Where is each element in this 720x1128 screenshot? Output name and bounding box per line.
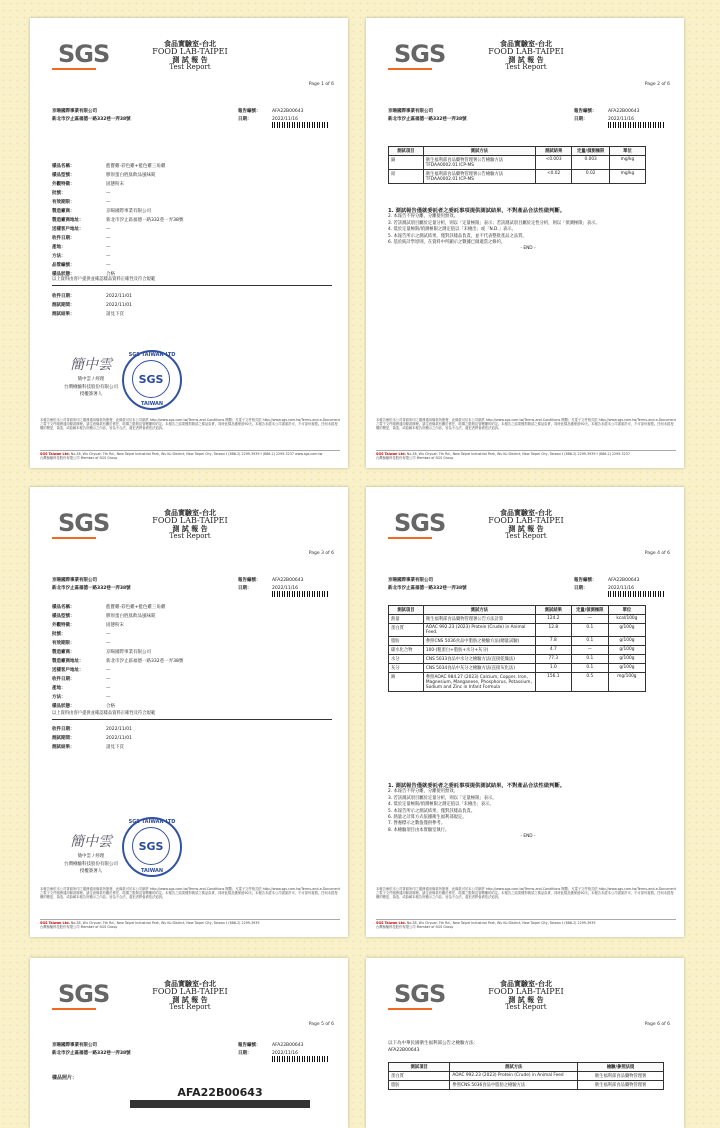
table-cell: AOAC 992.23 (2023) Protein (Crude) in Animal Feed [450, 1072, 578, 1081]
table-cell: 77.3 [535, 655, 571, 664]
report-meta: 報告編號： AFA22B00643 日期： 2022/11/16 [574, 578, 640, 591]
table-row [389, 615, 646, 624]
handwritten-signature: 簡中雲 [70, 834, 112, 850]
field-row [52, 603, 332, 612]
page-number: Page 4 of 6 [644, 551, 670, 556]
sample-info-fields [52, 603, 332, 711]
field-label: 方法： [52, 695, 66, 700]
note-item: 8. 本檢驗項目由本實驗室執行。 [388, 827, 450, 833]
field-value: 新北市汐止區福德一路332巷一弄38號 [106, 659, 184, 664]
table-cell: 熱量 [389, 615, 424, 624]
table-cell: 鉛 [389, 170, 424, 184]
note-item: 6. 熱量之計算方式依據衛生福利部規定。 [388, 815, 467, 821]
field-value: 藍寶雞-彩色雞+藍色雞三角雞 [106, 164, 166, 169]
table-cell: 鎘 [389, 156, 424, 170]
table-cell: 參照AOAC 984.27 (2023) Calcium, Copper, Iron, Magnesium, Manganese, Phosphorus, Potassium, Sodium and Zinc in Infant Formula [423, 673, 535, 692]
table-cell: mg/kg [609, 170, 645, 184]
sample-photo-label: 樣品照片： [52, 1075, 78, 1081]
field-row [52, 612, 332, 621]
handwritten-signature: 簡中雲 [70, 357, 112, 373]
field-label: 製造廠商： [52, 209, 75, 214]
table-cell: 0.1 [571, 664, 608, 673]
field-row [52, 261, 332, 270]
report-page-5 [30, 958, 348, 1128]
field-label: 測試期間： [52, 303, 75, 308]
table-cell: CNS 5034食品中灰分之檢驗方法(直接灰化法) [423, 664, 535, 673]
table-row [389, 156, 646, 170]
field-row [52, 252, 332, 261]
report-page-2 [366, 18, 684, 468]
field-row [52, 243, 332, 252]
field-label: 批號： [52, 632, 66, 637]
report-notes [388, 783, 668, 841]
column-header: 定量/偵測極限 [571, 606, 608, 615]
field-value: 膠原蛋白胜肽飲品風味錠 [106, 173, 156, 178]
report-page-1 [30, 18, 348, 468]
sgs-logo: SGS [388, 982, 444, 1012]
field-value: 請見下頁 [106, 745, 124, 750]
page-footer: SGS Taiwan Ltd. No.38, Wu Chyuan 7th Rd., New Taipei Industrial Park, Wu Ku District, New Taipei City, Taiwan t (886-2) 2299-3939 f (886-2) 2299-3237 台灣檢驗科技股份有限公司 Member of SGS Group [376, 450, 676, 460]
table-cell: 100-(粗蛋白+脂肪+水分+灰分) [423, 646, 535, 655]
field-row [52, 292, 252, 301]
field-value: — [106, 227, 111, 232]
report-meta: 報告編號： AFA22B00643 日期： 2022/11/16 [238, 109, 304, 122]
column-header: 定量/偵測極限 [572, 147, 610, 156]
table-row [389, 1072, 664, 1081]
table-cell: 衛生福利部食品藥物管理署公告方法計算 [423, 615, 535, 624]
table-row [389, 655, 646, 664]
table-cell: mg/kg [609, 156, 645, 170]
column-header: 測試項目 [389, 606, 424, 615]
field-row [52, 675, 332, 684]
field-row [52, 225, 332, 234]
table-header-row [389, 1063, 664, 1072]
field-value: 合格 [106, 704, 115, 709]
field-row [52, 657, 332, 666]
field-label: 樣品型號： [52, 173, 75, 178]
client-note: 以上資料由客戶提供並確認樣品資料正確性及符合規範 [52, 277, 156, 282]
field-row [52, 198, 332, 207]
field-label: 產地： [52, 686, 66, 691]
column-header: 單位 [609, 147, 645, 156]
report-header: 食品實驗室-台北 FOOD LAB-TAIPEI 測 試 報 告 Test Report [488, 508, 564, 541]
report-page-6 [366, 958, 684, 1128]
field-value: 請見下頁 [106, 312, 124, 317]
page-footer: SGS Taiwan Ltd. No.38, Wu Chyuan 7th Rd., New Taipei Industrial Park, Wu Ku District, New Taipei City, Taiwan t (886-2) 2299-3939 台灣檢驗科技股份有限公司 Member of SGS Group [40, 919, 340, 929]
field-value: 京暘國際事業有限公司 [106, 650, 151, 655]
note-item: 4. 低於定量極限/偵測極限之測定值以「未檢出」表示。 [388, 802, 494, 808]
page-footer: SGS Taiwan Ltd. No.38, Wu Chyuan 7th Rd., New Taipei Industrial Park, Wu Ku District, New Taipei City, Taiwan t (886-2) 2299-3939 f (886-2) 2299-3237 www.sgs.com.tw 台灣檢驗科技股份有限公司 Member of SGS Group [40, 450, 340, 460]
terms-fine-print: 本報告係依本公司背面所印之服務通用條款所簽發，此條款可於本公司網頁 http://www.sgs.com.tw/Terms-and-Conditions 閱覽；凡電子文件格式依 http://www.sgs.com.tw/Terms-and-e-Document 之電子文件服務通用條款辦理。請注意條款有關於責任、賠償之限制及管轄權的約定。本報告之結果僅對測試之樣品負責，同時此樣品僅保留90天。本報告未經本公司書面許可，不可部份複製。任何未經授權的變更、偽造、或曲解本報告所顯示之內容，皆為不合法，違犯者將會被依法追訴。 [376, 418, 676, 431]
client-block: 京暘國際事業有限公司 新北市汐止區福德一路332巷一弄38號 [388, 109, 467, 122]
table-cell: g/100g [608, 637, 645, 646]
terms-fine-print: 本報告係依本公司背面所印之服務通用條款所簽發，此條款可於本公司網頁 http://www.sgs.com.tw/Terms-and-Conditions 閱覽；凡電子文件格式依 http://www.sgs.com.tw/Terms-and-e-Document 之電子文件服務通用條款辦理。請注意條款有關於責任、賠償之限制及管轄權的約定。本報告之結果僅對測試之樣品負責，同時此樣品僅保留90天。本報告未經本公司書面許可，不可部份複製。任何未經授權的變更、偽造、或曲解本報告所顯示之內容，皆為不合法，違犯者將會被依法追訴。 [40, 887, 340, 900]
table-cell: 衛生福利部食品藥物管理署 [578, 1081, 664, 1090]
report-header: 食品實驗室-台北 FOOD LAB-TAIPEI 測 試 報 告 Test Report [488, 979, 564, 1012]
table-cell: g/100g [608, 624, 645, 637]
notes-title: 1. 測試報告僅就委託者之委託事項提供測試結果，不對產品合法性做判斷。 [388, 208, 566, 214]
field-value: 藍寶雞-彩色雞+藍色雞三角雞 [106, 605, 166, 610]
signature-block: 簡中雲 簡中雲 / 經理 台灣檢驗科技股份有限公司 授權簽署人 [64, 354, 118, 398]
field-value: 京暘國際事業有限公司 [106, 209, 151, 214]
field-label: 品管編號： [52, 263, 75, 268]
table-cell: 1.0 [535, 664, 571, 673]
table-cell: mg/100g [608, 673, 645, 692]
results-table [388, 146, 646, 184]
table-cell: g/100g [608, 646, 645, 655]
sample-id: AFA22B00643 [177, 1086, 263, 1099]
table-cell: 4.7 [535, 646, 571, 655]
field-label: 有效期限： [52, 200, 75, 205]
field-value: — [106, 236, 111, 241]
note-item: 5. 本報告所示之測試結果，僅對該樣品負責，並不代表整批產品之品質。 [388, 233, 527, 239]
field-label: 樣品名稱： [52, 605, 75, 610]
field-value: — [106, 254, 111, 259]
table-cell: 156.1 [535, 673, 571, 692]
table-cell: 0.1 [571, 655, 608, 664]
table-cell: 水分 [389, 655, 424, 664]
column-header: 測試項目 [389, 1063, 450, 1072]
field-value: — [106, 668, 111, 673]
field-row [52, 684, 332, 693]
sgs-logo: SGS [52, 42, 108, 72]
field-label: 樣品名稱： [52, 164, 75, 169]
table-cell: 衛生福利部食品藥物管理署 [578, 1072, 664, 1081]
client-block: 京暘國際事業有限公司 新北市汐止區福德一路332巷一弄38號 [52, 109, 131, 122]
column-header: 測試方法 [423, 147, 535, 156]
field-label: 有效期限： [52, 641, 75, 646]
barcode [272, 122, 328, 128]
field-value: 合格 [106, 272, 115, 277]
table-row [389, 624, 646, 637]
field-value: 2022/11/01 [106, 727, 132, 732]
field-value: 固態粉末 [106, 623, 124, 628]
table-cell: <0.02 [535, 170, 571, 184]
terms-fine-print: 本報告係依本公司背面所印之服務通用條款所簽發，此條款可於本公司網頁 http://www.sgs.com.tw/Terms-and-Conditions 閱覽；凡電子文件格式依 http://www.sgs.com.tw/Terms-and-e-Document 之電子文件服務通用條款辦理。請注意條款有關於責任、賠償之限制及管轄權的約定。本報告之結果僅對測試之樣品負責，同時此樣品僅保留90天。本報告未經本公司書面許可，不可部份複製。任何未經授權的變更、偽造、或曲解本報告所顯示之內容，皆為不合法，違犯者將會被依法追訴。 [40, 418, 340, 431]
table-row [389, 646, 646, 655]
table-cell: 灰分 [389, 664, 424, 673]
sgs-taiwan-seal: SGS TAIWAN LTD SGS TAIWAN [122, 817, 182, 877]
page-number: Page 2 of 6 [644, 82, 670, 87]
test-dates [52, 292, 252, 319]
table-cell: 脂肪 [389, 637, 424, 646]
end-mark: - END - [520, 834, 536, 840]
sgs-logo: SGS [388, 42, 444, 72]
methods-table [388, 1062, 664, 1090]
field-value: — [106, 632, 111, 637]
report-meta: 報告編號： AFA22B00643 日期： 2022/11/16 [238, 1043, 304, 1056]
report-title-en: Test Report [169, 63, 211, 72]
notes-title: 1. 測試報告僅就委託者之委託事項提供測試結果，不對產品合法性做判斷。 [388, 783, 566, 789]
report-notes [388, 208, 668, 253]
field-row [52, 301, 252, 310]
page-number: Page 1 of 6 [308, 82, 334, 87]
sgs-taiwan-seal: SGS TAIWAN LTD SGS TAIWAN [122, 350, 182, 410]
client-note: 以上資料由客戶提供並確認樣品資料正確性及符合規範 [52, 711, 156, 716]
field-row [52, 162, 332, 171]
field-label: 測試期間： [52, 736, 75, 741]
field-label: 外觀特徵： [52, 623, 75, 628]
signature-block: 簡中雲 簡中雲 / 經理 台灣檢驗科技股份有限公司 授權簽署人 [64, 831, 118, 875]
report-meta: 報告編號： AFA22B00643 日期： 2022/11/16 [574, 109, 640, 122]
field-row [52, 207, 332, 216]
note-item: 2. 本報告不得分離，分離使用無效。 [388, 789, 458, 795]
column-header: 測試方法 [423, 606, 535, 615]
end-mark: - END - [520, 246, 536, 252]
field-row [52, 171, 332, 180]
table-row [389, 1081, 664, 1090]
table-cell: 0.1 [571, 624, 608, 637]
field-value: — [106, 677, 111, 682]
field-value: — [106, 245, 111, 250]
client-block: 京暘國際事業有限公司 新北市汐止區福德一路332巷一弄38號 [388, 578, 467, 591]
field-label: 收件日期： [52, 236, 75, 241]
field-row [52, 734, 252, 743]
table-cell: 碳水化合物 [389, 646, 424, 655]
report-header: 食品實驗室-台北 FOOD LAB-TAIPEI 測 試 報 告 Test Report [488, 39, 564, 72]
field-label: 測試結果： [52, 312, 75, 317]
sgs-logo: SGS [52, 511, 108, 541]
field-row [52, 666, 332, 675]
table-cell: 0.02 [572, 170, 610, 184]
report-header [130, 40, 250, 72]
field-value: — [106, 200, 111, 205]
field-row [52, 310, 252, 319]
table-row [389, 673, 646, 692]
field-value: 新北市汐止區福德一路332巷一弄38號 [106, 218, 184, 223]
report-date: 2022/11/16 [272, 116, 298, 122]
table-cell: 7.8 [535, 637, 571, 646]
field-value: — [106, 263, 111, 268]
table-cell: 衛生福利部食品藥物管理署公告檢驗方法 TFDAA0002.01 ICP-MS [423, 170, 535, 184]
report-header: 食品實驗室-台北 FOOD LAB-TAIPEI 測 試 報 告 Test Report [152, 508, 228, 541]
table-cell: — [571, 646, 608, 655]
note-item: 5. 本報告所示之測試結果，僅對該樣品負責。 [388, 808, 476, 814]
field-row [52, 743, 252, 752]
report-header: 食品實驗室-台北 FOOD LAB-TAIPEI 測 試 報 告 Test Report [152, 979, 228, 1012]
table-cell: 124.2 [535, 615, 571, 624]
field-row [52, 725, 252, 734]
barcode [608, 122, 664, 128]
column-header: 測試結果 [535, 606, 571, 615]
field-row [52, 216, 332, 225]
field-label: 樣品狀態： [52, 704, 75, 709]
table-cell: 蛋白質 [389, 624, 424, 637]
table-row [389, 170, 646, 184]
page-number: Page 6 of 6 [644, 1022, 670, 1027]
barcode [608, 591, 664, 597]
field-value: — [106, 191, 111, 196]
field-value: — [106, 695, 111, 700]
field-value: 2022/11/01 [106, 303, 132, 308]
column-header: 測試結果 [535, 147, 571, 156]
column-header: 測試項目 [389, 147, 424, 156]
table-cell: 脂肪 [389, 1081, 450, 1090]
field-row [52, 189, 332, 198]
lab-name-cn: 食品實驗室-台北 [164, 39, 216, 48]
table-cell: 0.5 [571, 673, 608, 692]
field-row [52, 630, 332, 639]
field-label: 批號： [52, 191, 66, 196]
field-value: 2022/11/01 [106, 736, 132, 741]
table-cell: 0.1 [571, 637, 608, 646]
barcode [272, 591, 328, 597]
table-cell: 參照CNS 5036食品中脂肪之檢驗方法 [450, 1081, 578, 1090]
note-item: 2. 本報告不得分離，分離使用無效。 [388, 214, 458, 220]
field-row [52, 621, 332, 630]
table-header-row [389, 147, 646, 156]
field-label: 測試結果： [52, 745, 75, 750]
column-header: 檢驗/參照法規 [578, 1063, 664, 1072]
field-value: — [106, 686, 111, 691]
field-row [52, 639, 332, 648]
field-value: 固態粉末 [106, 182, 124, 187]
column-header: 單位 [608, 606, 645, 615]
field-label: 收件日期： [52, 727, 75, 732]
report-page-3 [30, 487, 348, 937]
field-label: 外觀特徵： [52, 182, 75, 187]
field-label: 送樣客戶地址： [52, 668, 84, 673]
nutrition-results-table [388, 605, 646, 692]
methods-title: 以下為中華民國衛生福利部公告之檢驗方法： AFA22B00643 [388, 1041, 478, 1053]
sample-info-fields [52, 162, 332, 279]
divider [52, 719, 332, 720]
field-label: 收件日期： [52, 677, 75, 682]
table-cell: g/100g [608, 664, 645, 673]
table-cell: — [571, 615, 608, 624]
field-row [52, 693, 332, 702]
table-cell: AOAC 992.23 (2023) Protein (Crude) in Animal Feed. [423, 624, 535, 637]
field-label: 送樣客戶地址： [52, 227, 84, 232]
client-block: 京暘國際事業有限公司 新北市汐止區福德一路332巷一弄38號 [52, 1043, 131, 1056]
client-block: 京暘國際事業有限公司 新北市汐止區福德一路332巷一弄38號 [52, 578, 131, 591]
note-item: 3. 若該測試項目屬於定量分析，則以「定量極限」表示；若該測試項目屬於定性分析，則以「偵測極限」表示。 [388, 220, 600, 226]
field-label: 收件日期： [52, 294, 75, 299]
field-value: 膠原蛋白胜肽飲品風味錠 [106, 614, 156, 619]
table-cell: 鈉 [389, 673, 424, 692]
table-cell: 0.003 [572, 156, 610, 170]
table-cell: g/100g [608, 655, 645, 664]
field-row [52, 234, 332, 243]
sgs-logo: SGS [52, 982, 108, 1012]
lab-name-en: FOOD LAB-TAIPEI [152, 46, 228, 56]
note-item: 7. 營養標示之數值僅供參考。 [388, 821, 446, 827]
note-item: 3. 若該測試項目屬於定量分析，則以「定量極限」表示。 [388, 795, 497, 801]
divider [52, 285, 332, 286]
field-label: 方法： [52, 254, 66, 259]
table-cell: 蛋白質 [389, 1072, 450, 1081]
terms-fine-print: 本報告係依本公司背面所印之服務通用條款所簽發，此條款可於本公司網頁 http://www.sgs.com.tw/Terms-and-Conditions 閱覽；凡電子文件格式依 http://www.sgs.com.tw/Terms-and-e-Document 之電子文件服務通用條款辦理。請注意條款有關於責任、賠償之限制及管轄權的約定。本報告之結果僅對測試之樣品負責，同時此樣品僅保留90天。本報告未經本公司書面許可，不可部份複製。任何未經授權的變更、偽造、或曲解本報告所顯示之內容，皆為不合法，違犯者將會被依法追訴。 [376, 887, 676, 900]
report-number: AFA22B00643 [272, 109, 304, 114]
table-cell: <0.003 [535, 156, 571, 170]
table-cell: 12.8 [535, 624, 571, 637]
field-label: 製造廠商地址： [52, 659, 84, 664]
field-row [52, 180, 332, 189]
page-number: Page 3 of 6 [308, 551, 334, 556]
field-row [52, 648, 332, 657]
report-title-cn: 測 試 報 告 [172, 55, 208, 65]
report-page-4 [366, 487, 684, 937]
field-label: 樣品型號： [52, 614, 75, 619]
page-footer: SGS Taiwan Ltd. No.38, Wu Chyuan 7th Rd., New Taipei Industrial Park, Wu Ku District, New Taipei City, Taiwan t (886-2) 2299-3939 台灣檢驗科技股份有限公司 Member of SGS Group [376, 919, 676, 929]
table-row [389, 664, 646, 673]
note-item: 6. 基於統計學原則，在資料中所顯示之數據已做適當之修約。 [388, 240, 506, 246]
column-header: 測試方法 [450, 1063, 578, 1072]
page-number: Page 5 of 6 [308, 1022, 334, 1027]
report-meta: 報告編號： AFA22B00643 日期： 2022/11/16 [238, 578, 304, 591]
test-dates [52, 725, 252, 752]
note-item: 4. 低於定量極限/偵測極限之測定值以「未檢出」或「N.D.」表示。 [388, 227, 516, 233]
table-row [389, 637, 646, 646]
field-label: 製造廠商： [52, 650, 75, 655]
field-label: 製造廠商地址： [52, 218, 84, 223]
table-cell: 衛生福利部食品藥物管理署公告檢驗方法 TFDAA0002.01 ICP-MS [423, 156, 535, 170]
field-value: — [106, 641, 111, 646]
barcode [272, 1056, 328, 1062]
field-label: 樣品狀態： [52, 272, 75, 277]
table-header-row [389, 606, 646, 615]
table-cell: CNS 5033食品中水分之檢驗方法(直接乾燥法) [423, 655, 535, 664]
field-label: 產地： [52, 245, 66, 250]
sample-id-banner [130, 1086, 310, 1108]
sgs-logo: SGS [388, 511, 444, 541]
field-value: 2022/11/01 [106, 294, 132, 299]
table-cell: kcal/100g [608, 615, 645, 624]
table-cell: 參照CNS 5036食品中脂肪之檢驗方法(總量試驗) [423, 637, 535, 646]
